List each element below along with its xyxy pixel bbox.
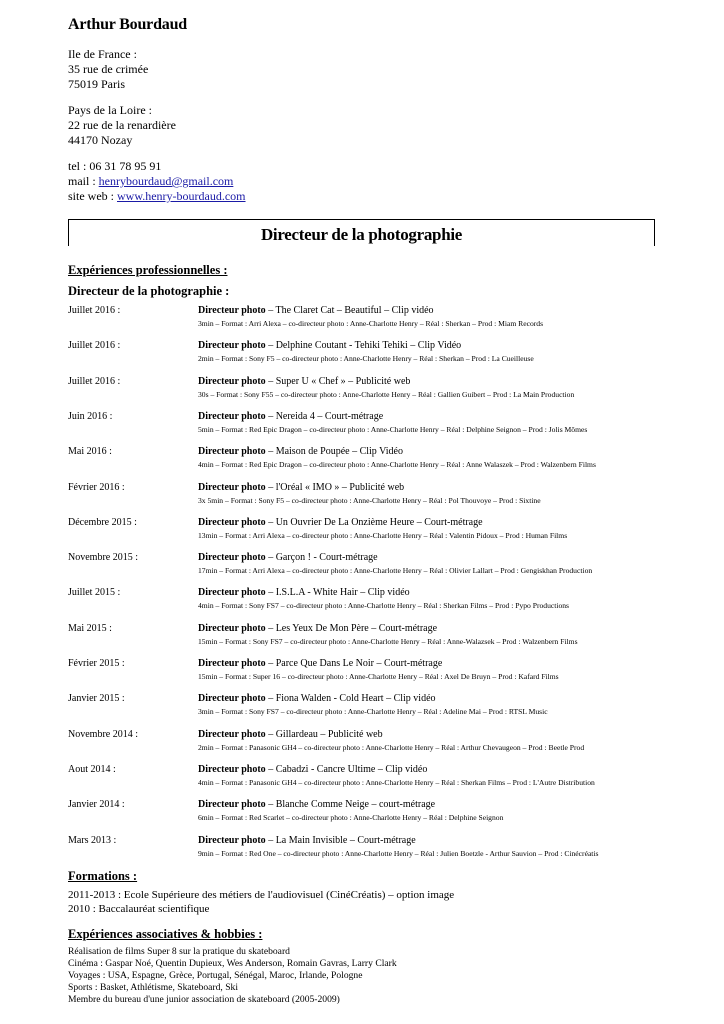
experience-date: Février 2016 :	[68, 481, 125, 493]
experience-title: – La Main Invisible – Court-métrage	[265, 834, 416, 846]
experience-item	[0, 658, 724, 690]
experience-title-line	[198, 552, 378, 563]
experience-subheading: Directeur de la photographie :	[68, 284, 230, 298]
experience-item	[0, 482, 724, 514]
hobby-item: Sports : Basket, Athlétisme, Skateboard, Ski	[68, 982, 239, 993]
address-line: Pays de la Loire :	[68, 103, 152, 117]
experience-title: – Blanche Comme Neige – court-métrage	[265, 799, 436, 811]
experience-title-line	[198, 799, 435, 810]
experience-role: Directeur photo	[198, 728, 266, 740]
title-box	[68, 219, 655, 246]
contact-block	[68, 159, 246, 204]
experience-details: 15min – Format : Sony FS7 – co-directeur photo : Anne-Charlotte Henry – Réal : Anne-Walazsek – Prod : Walzenbern Films	[198, 636, 578, 646]
address-line: 35 rue de crimée	[68, 62, 149, 76]
experience-title: – Un Ouvrier De La Onzième Heure – Court-métrage	[265, 516, 483, 528]
formations-heading: Formations :	[68, 869, 138, 883]
experience-details: 4min – Format : Panasonic GH4 – co-directeur photo : Anne-Charlotte Henry – Réal : Sherkan Films – Prod : L'Autre Distribution	[198, 777, 595, 787]
experience-title: – I.S.L.A - White Hair – Clip vidéo	[265, 587, 410, 599]
experience-item	[0, 340, 724, 372]
candidate-name: Arthur Bourdaud	[68, 16, 187, 33]
experience-title: – Nereida 4 – Court-métrage	[265, 410, 384, 422]
experience-role: Directeur photo	[198, 587, 266, 599]
experience-details: 9min – Format : Red One – co-directeur photo : Anne-Charlotte Henry – Réal : Julien Boetzle - Arthur Sauvion – Prod : Cinécréatis	[198, 848, 599, 858]
experience-title-line	[198, 411, 383, 422]
hobbies-heading: Expériences associatives & hobbies :	[68, 927, 263, 941]
address-line: 75019 Paris	[68, 77, 125, 91]
experience-details: 13min – Format : Arri Alexa – co-directeur photo : Anne-Charlotte Henry – Réal : Valentin Pidoux – Prod : Human Films	[198, 530, 568, 540]
address-line: 22 rue de la renardière	[68, 118, 176, 132]
experience-role: Directeur photo	[198, 799, 266, 811]
hobby-item: Réalisation de films Super 8 sur la pratique du skateboard	[68, 946, 290, 957]
experience-date: Février 2015 :	[68, 658, 125, 669]
experience-title: – Garçon ! - Court-métrage	[265, 552, 378, 564]
experience-date: Juillet 2016 :	[68, 305, 121, 316]
experience-title: – Les Yeux De Mon Père – Court-métrage	[265, 622, 438, 634]
experience-title-line	[198, 305, 434, 316]
experience-title-line	[198, 376, 410, 387]
experience-date: Juillet 2015 :	[68, 587, 121, 599]
experience-date: Juillet 2016 :	[68, 340, 121, 352]
experience-date: Novembre 2014 :	[68, 728, 138, 740]
experience-role: Directeur photo	[198, 693, 266, 705]
experience-role: Directeur photo	[198, 622, 266, 634]
experience-role: Directeur photo	[198, 410, 266, 422]
experience-item	[0, 835, 724, 867]
experience-title-line	[198, 623, 437, 634]
experience-item	[0, 411, 724, 443]
experience-role: Directeur photo	[198, 375, 266, 387]
experience-title: – Delphine Coutant - Tehiki Tehiki – Clip Vidéo	[265, 340, 462, 352]
address-line: Ile de France :	[68, 47, 137, 61]
hobby-item: Voyages : USA, Espagne, Grèce, Portugal, Sénégal, Maroc, Irlande, Pologne	[68, 970, 363, 981]
experience-details: 4min – Format : Red Epic Dragon – co-directeur photo : Anne-Charlotte Henry – Réal : Anne Walaszek – Prod : Walzenbern Films	[198, 460, 596, 470]
experience-details: 15min – Format : Super 16 – co-directeur photo : Anne-Charlotte Henry – Réal : Axel De Bruyn – Prod : Kafard Films	[198, 672, 559, 681]
experience-details: 17min – Format : Arri Alexa – co-directeur photo : Anne-Charlotte Henry – Réal : Olivier Lallart – Prod : Gengiskhan Production	[198, 566, 593, 576]
experience-role: Directeur photo	[198, 834, 266, 846]
experience-title: – Maison de Poupée – Clip Vidéo	[265, 446, 403, 458]
hobby-item: Cinéma : Gaspar Noé, Quentin Dupieux, Wes Anderson, Romain Gavras, Larry Clark	[68, 958, 397, 969]
experience-title: – Parce Que Dans Le Noir – Court-métrage	[265, 658, 443, 669]
experience-role: Directeur photo	[198, 516, 266, 528]
experience-role: Directeur photo	[198, 658, 266, 669]
experience-title-line	[198, 517, 483, 528]
experience-details: 30s – Format : Sony F55 – co-directeur photo : Anne-Charlotte Henry – Réal : Gallien Guibert – Prod : La Main Production	[198, 389, 575, 399]
experience-details: 6min – Format : Red Scarlet – co-directeur photo : Anne-Charlotte Henry – Réal : Delphine Seignon	[198, 813, 504, 823]
experience-details: 3min – Format : Arri Alexa – co-directeur photo : Anne-Charlotte Henry – Réal : Sherkan – Prod : Miam Records	[198, 319, 544, 328]
formation-item: 2011-2013 : Ecole Supérieure des métiers de l'audiovisuel (CinéCréatis) – option image	[68, 889, 455, 901]
experience-title-line	[198, 482, 404, 493]
experience-title: – Fiona Walden - Cold Heart – Clip vidéo	[265, 693, 436, 705]
mail-link[interactable]: henrybourdaud@gmail.com	[98, 174, 234, 188]
experience-item	[0, 305, 724, 337]
web-label: site web :	[68, 189, 117, 203]
experience-item	[0, 587, 724, 619]
experience-item	[0, 376, 724, 408]
experience-details: 3x 5min – Format : Sony F5 – co-directeur photo : Anne-Charlotte Henry – Réal : Pol Thouvoye – Prod : Sixtine	[198, 495, 541, 505]
experience-title-line	[198, 446, 403, 457]
web-link[interactable]: www.henry-bourdaud.com	[117, 189, 246, 203]
experience-role: Directeur photo	[198, 481, 266, 493]
experience-item	[0, 729, 724, 761]
experience-title: – Super U « Chef » – Publicité web	[265, 375, 411, 387]
experience-details: 5min – Format : Red Epic Dragon – co-directeur photo : Anne-Charlotte Henry – Réal : Delphine Seignon – Prod : Jolis Mômes	[198, 424, 588, 434]
web-line	[68, 189, 246, 204]
experience-details: 3min – Format : Sony FS7 – co-directeur photo : Anne-Charlotte Henry – Réal : Adeline Mai – Prod : RTSL Music	[198, 707, 548, 717]
experience-item	[0, 799, 724, 831]
experience-item	[0, 693, 724, 725]
experience-title-line	[198, 340, 461, 351]
experience-details: 2min – Format : Panasonic GH4 – co-directeur photo : Anne-Charlotte Henry – Réal : Arthur Chevaugeon – Prod : Beetle Prod	[198, 742, 585, 752]
address-line: 44170 Nozay	[68, 133, 133, 147]
experience-details: 4min – Format : Sony FS7 – co-directeur photo : Anne-Charlotte Henry – Réal : Sherkan Films – Prod : Pypo Productions	[198, 601, 570, 611]
experience-title: – l'Oréal « IMO » – Publicité web	[265, 481, 405, 493]
experience-title-line	[198, 729, 383, 740]
experience-item	[0, 552, 724, 584]
experience-title-line	[198, 764, 427, 775]
hobby-item: Membre du bureau d'une junior association de skateboard (2005-2009)	[68, 994, 340, 1005]
experience-item	[0, 446, 724, 478]
experience-role: Directeur photo	[198, 552, 266, 564]
phone-line: tel : 06 31 78 95 91	[68, 159, 162, 173]
experience-date: Novembre 2015 :	[68, 552, 138, 564]
experience-date: Mars 2013 :	[68, 834, 117, 846]
experience-role: Directeur photo	[198, 763, 266, 775]
formation-item: 2010 : Baccalauréat scientifique	[68, 903, 210, 915]
experience-title-line	[198, 693, 436, 704]
experience-details: 2min – Format : Sony F5 – co-directeur photo : Anne-Charlotte Henry – Réal : Sherkan – Prod : La Cueilleuse	[198, 354, 534, 364]
experience-date: Aout 2014 :	[68, 763, 116, 775]
experience-item	[0, 623, 724, 655]
page-title: Directeur de la photographie	[260, 225, 463, 244]
experience-date: Juin 2016 :	[68, 410, 113, 422]
mail-line	[68, 174, 246, 189]
experience-role: Directeur photo	[198, 305, 266, 316]
experience-heading: Expériences professionnelles :	[68, 263, 228, 277]
experience-title: – The Claret Cat – Beautiful – Clip vidéo	[265, 305, 434, 316]
address-pays-de-la-loire	[68, 103, 176, 148]
address-ile-de-france	[68, 47, 148, 92]
experience-role: Directeur photo	[198, 340, 266, 352]
experience-date: Janvier 2014 :	[68, 799, 125, 811]
experience-title-line	[198, 835, 416, 846]
experience-title: – Gillardeau – Publicité web	[265, 728, 383, 740]
experience-title-line	[198, 587, 410, 598]
experience-date: Décembre 2015 :	[68, 516, 137, 528]
experience-role: Directeur photo	[198, 446, 266, 458]
experience-date: Janvier 2015 :	[68, 693, 125, 705]
experience-item	[0, 764, 724, 796]
experience-date: Juillet 2016 :	[68, 375, 121, 387]
experience-item	[0, 517, 724, 549]
experience-title: – Cabadzi - Cancre Ultime – Clip vidéo	[265, 763, 428, 775]
experience-date: Mai 2015 :	[68, 622, 112, 634]
experience-date: Mai 2016 :	[68, 446, 112, 458]
mail-label: mail :	[68, 174, 99, 188]
experience-title-line	[198, 658, 442, 669]
